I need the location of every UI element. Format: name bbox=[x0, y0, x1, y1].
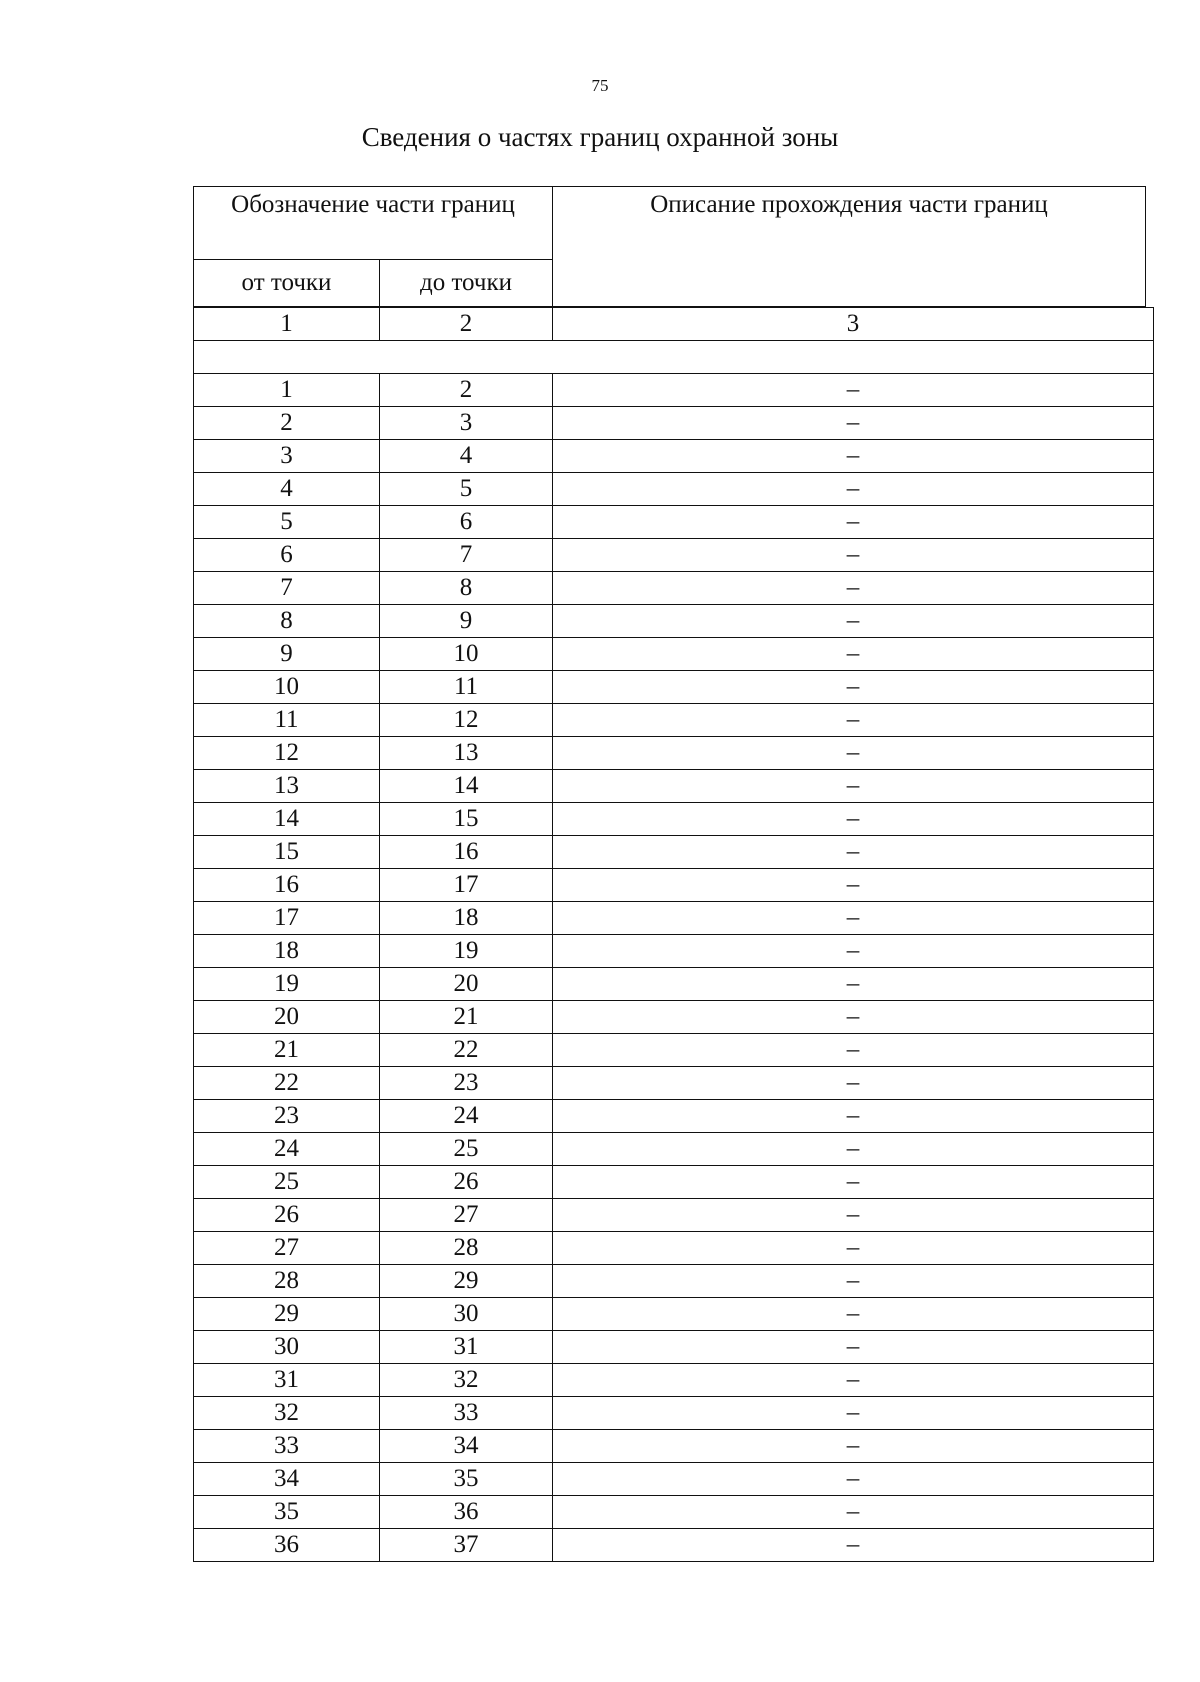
table-row bbox=[194, 407, 1154, 440]
from-point-cell: 23 bbox=[194, 1100, 380, 1133]
to-point-cell: 25 bbox=[380, 1133, 553, 1166]
from-point-cell: 31 bbox=[194, 1364, 380, 1397]
table-row bbox=[194, 770, 1154, 803]
to-point-cell: 28 bbox=[380, 1232, 553, 1265]
to-point-cell: 27 bbox=[380, 1199, 553, 1232]
to-point-cell: 21 bbox=[380, 1001, 553, 1034]
from-point-cell: 11 bbox=[194, 704, 380, 737]
table-row bbox=[194, 1100, 1154, 1133]
from-point-cell: 27 bbox=[194, 1232, 380, 1265]
table-row bbox=[194, 506, 1154, 539]
description-cell: – bbox=[553, 671, 1154, 704]
table-row bbox=[194, 1034, 1154, 1067]
to-point-cell: 5 bbox=[380, 473, 553, 506]
table-row bbox=[194, 902, 1154, 935]
description-cell: – bbox=[553, 638, 1154, 671]
to-point-cell: 11 bbox=[380, 671, 553, 704]
description-cell: – bbox=[553, 539, 1154, 572]
to-point-cell: 31 bbox=[380, 1331, 553, 1364]
table-row bbox=[194, 671, 1154, 704]
to-point-cell: 8 bbox=[380, 572, 553, 605]
column-number-row bbox=[194, 308, 1154, 341]
from-point-cell: 26 bbox=[194, 1199, 380, 1232]
to-point-cell: 12 bbox=[380, 704, 553, 737]
table-row bbox=[194, 737, 1154, 770]
from-point-cell: 13 bbox=[194, 770, 380, 803]
table-row bbox=[194, 1463, 1154, 1496]
to-point-cell: 32 bbox=[380, 1364, 553, 1397]
to-point-cell: 17 bbox=[380, 869, 553, 902]
description-cell: – bbox=[553, 572, 1154, 605]
table-row bbox=[194, 1265, 1154, 1298]
from-point-cell: 20 bbox=[194, 1001, 380, 1034]
from-point-cell: 10 bbox=[194, 671, 380, 704]
description-cell: – bbox=[553, 1430, 1154, 1463]
table-row bbox=[194, 638, 1154, 671]
table-row bbox=[194, 1397, 1154, 1430]
to-point-cell: 26 bbox=[380, 1166, 553, 1199]
from-point-cell: 19 bbox=[194, 968, 380, 1001]
table-row bbox=[194, 440, 1154, 473]
to-point-cell: 18 bbox=[380, 902, 553, 935]
table-row bbox=[194, 1166, 1154, 1199]
description-cell: – bbox=[553, 1232, 1154, 1265]
table-row bbox=[194, 935, 1154, 968]
to-point-cell: 3 bbox=[380, 407, 553, 440]
description-cell: – bbox=[553, 440, 1154, 473]
table-row bbox=[194, 1331, 1154, 1364]
from-point-cell: 5 bbox=[194, 506, 380, 539]
table-row bbox=[194, 1529, 1154, 1562]
to-point-cell: 14 bbox=[380, 770, 553, 803]
description-cell: – bbox=[553, 1199, 1154, 1232]
to-point-cell: 29 bbox=[380, 1265, 553, 1298]
from-point-cell: 14 bbox=[194, 803, 380, 836]
from-point-cell: 36 bbox=[194, 1529, 380, 1562]
to-point-cell: 15 bbox=[380, 803, 553, 836]
from-point-cell: 34 bbox=[194, 1463, 380, 1496]
description-cell: – bbox=[553, 1331, 1154, 1364]
table-row bbox=[194, 1232, 1154, 1265]
table-row bbox=[194, 572, 1154, 605]
from-point-cell: 4 bbox=[194, 473, 380, 506]
to-point-cell: 7 bbox=[380, 539, 553, 572]
header-to-point: до точки bbox=[380, 260, 553, 307]
table-row bbox=[194, 1199, 1154, 1232]
to-point-cell: 23 bbox=[380, 1067, 553, 1100]
description-cell: – bbox=[553, 1364, 1154, 1397]
from-point-cell: 1 bbox=[194, 374, 380, 407]
description-cell: – bbox=[553, 1100, 1154, 1133]
from-point-cell: 21 bbox=[194, 1034, 380, 1067]
from-point-cell: 7 bbox=[194, 572, 380, 605]
table-row bbox=[194, 1001, 1154, 1034]
from-point-cell: 18 bbox=[194, 935, 380, 968]
description-cell: – bbox=[553, 1034, 1154, 1067]
description-cell: – bbox=[553, 1397, 1154, 1430]
boundary-data-table bbox=[193, 307, 1154, 1562]
to-point-cell: 10 bbox=[380, 638, 553, 671]
header-boundary-designation: Обозначение части границ bbox=[194, 187, 553, 260]
description-cell: – bbox=[553, 1001, 1154, 1034]
description-cell: – bbox=[553, 803, 1154, 836]
to-point-cell: 22 bbox=[380, 1034, 553, 1067]
to-point-cell: 36 bbox=[380, 1496, 553, 1529]
header-boundary-description: Описание прохождения части границ bbox=[553, 187, 1146, 307]
from-point-cell: 24 bbox=[194, 1133, 380, 1166]
description-cell: – bbox=[553, 1463, 1154, 1496]
from-point-cell: 35 bbox=[194, 1496, 380, 1529]
description-cell: – bbox=[553, 737, 1154, 770]
to-point-cell: 9 bbox=[380, 605, 553, 638]
description-cell: – bbox=[553, 1298, 1154, 1331]
to-point-cell: 34 bbox=[380, 1430, 553, 1463]
table-row bbox=[194, 605, 1154, 638]
table-row bbox=[194, 1430, 1154, 1463]
from-point-cell: 2 bbox=[194, 407, 380, 440]
section-label bbox=[194, 341, 1154, 374]
to-point-cell: 24 bbox=[380, 1100, 553, 1133]
from-point-cell: 12 bbox=[194, 737, 380, 770]
description-cell: – bbox=[553, 968, 1154, 1001]
description-cell: – bbox=[553, 935, 1154, 968]
from-point-cell: 16 bbox=[194, 869, 380, 902]
from-point-cell: 9 bbox=[194, 638, 380, 671]
table-row bbox=[194, 1364, 1154, 1397]
page-number: 75 bbox=[591, 76, 609, 95]
table-row bbox=[194, 1133, 1154, 1166]
description-cell: – bbox=[553, 605, 1154, 638]
to-point-cell: 33 bbox=[380, 1397, 553, 1430]
description-cell: – bbox=[553, 1166, 1154, 1199]
table-row bbox=[194, 803, 1154, 836]
column-number-2: 2 bbox=[380, 308, 553, 341]
to-point-cell: 13 bbox=[380, 737, 553, 770]
to-point-cell: 30 bbox=[380, 1298, 553, 1331]
table-row bbox=[194, 1298, 1154, 1331]
to-point-cell: 35 bbox=[380, 1463, 553, 1496]
from-point-cell: 8 bbox=[194, 605, 380, 638]
description-cell: – bbox=[553, 374, 1154, 407]
document-title: Сведения о частях границ охранной зоны bbox=[361, 122, 839, 152]
from-point-cell: 22 bbox=[194, 1067, 380, 1100]
from-point-cell: 30 bbox=[194, 1331, 380, 1364]
to-point-cell: 20 bbox=[380, 968, 553, 1001]
description-cell: – bbox=[553, 1067, 1154, 1100]
table-row bbox=[194, 869, 1154, 902]
from-point-cell: 32 bbox=[194, 1397, 380, 1430]
table-row bbox=[194, 473, 1154, 506]
description-cell: – bbox=[553, 1496, 1154, 1529]
to-point-cell: 2 bbox=[380, 374, 553, 407]
section-row bbox=[194, 341, 1154, 374]
table-row bbox=[194, 539, 1154, 572]
description-cell: – bbox=[553, 770, 1154, 803]
column-number-3: 3 bbox=[553, 308, 1154, 341]
from-point-cell: 28 bbox=[194, 1265, 380, 1298]
from-point-cell: 29 bbox=[194, 1298, 380, 1331]
to-point-cell: 6 bbox=[380, 506, 553, 539]
description-cell: – bbox=[553, 506, 1154, 539]
from-point-cell: 17 bbox=[194, 902, 380, 935]
from-point-cell: 6 bbox=[194, 539, 380, 572]
boundary-header-table bbox=[193, 186, 1146, 307]
to-point-cell: 37 bbox=[380, 1529, 553, 1562]
description-cell: – bbox=[553, 869, 1154, 902]
to-point-cell: 4 bbox=[380, 440, 553, 473]
description-cell: – bbox=[553, 836, 1154, 869]
table-row bbox=[194, 1496, 1154, 1529]
description-cell: – bbox=[553, 704, 1154, 737]
from-point-cell: 25 bbox=[194, 1166, 380, 1199]
table-row bbox=[194, 1067, 1154, 1100]
description-cell: – bbox=[553, 1529, 1154, 1562]
column-number-1: 1 bbox=[194, 308, 380, 341]
table-row bbox=[194, 836, 1154, 869]
from-point-cell: 15 bbox=[194, 836, 380, 869]
description-cell: – bbox=[553, 473, 1154, 506]
table-row bbox=[194, 968, 1154, 1001]
from-point-cell: 33 bbox=[194, 1430, 380, 1463]
description-cell: – bbox=[553, 407, 1154, 440]
to-point-cell: 19 bbox=[380, 935, 553, 968]
header-from-point: от точки bbox=[194, 260, 380, 307]
description-cell: – bbox=[553, 902, 1154, 935]
to-point-cell: 16 bbox=[380, 836, 553, 869]
table-row bbox=[194, 704, 1154, 737]
description-cell: – bbox=[553, 1265, 1154, 1298]
from-point-cell: 3 bbox=[194, 440, 380, 473]
table-row bbox=[194, 374, 1154, 407]
description-cell: – bbox=[553, 1133, 1154, 1166]
boundary-data-body bbox=[194, 308, 1154, 1562]
